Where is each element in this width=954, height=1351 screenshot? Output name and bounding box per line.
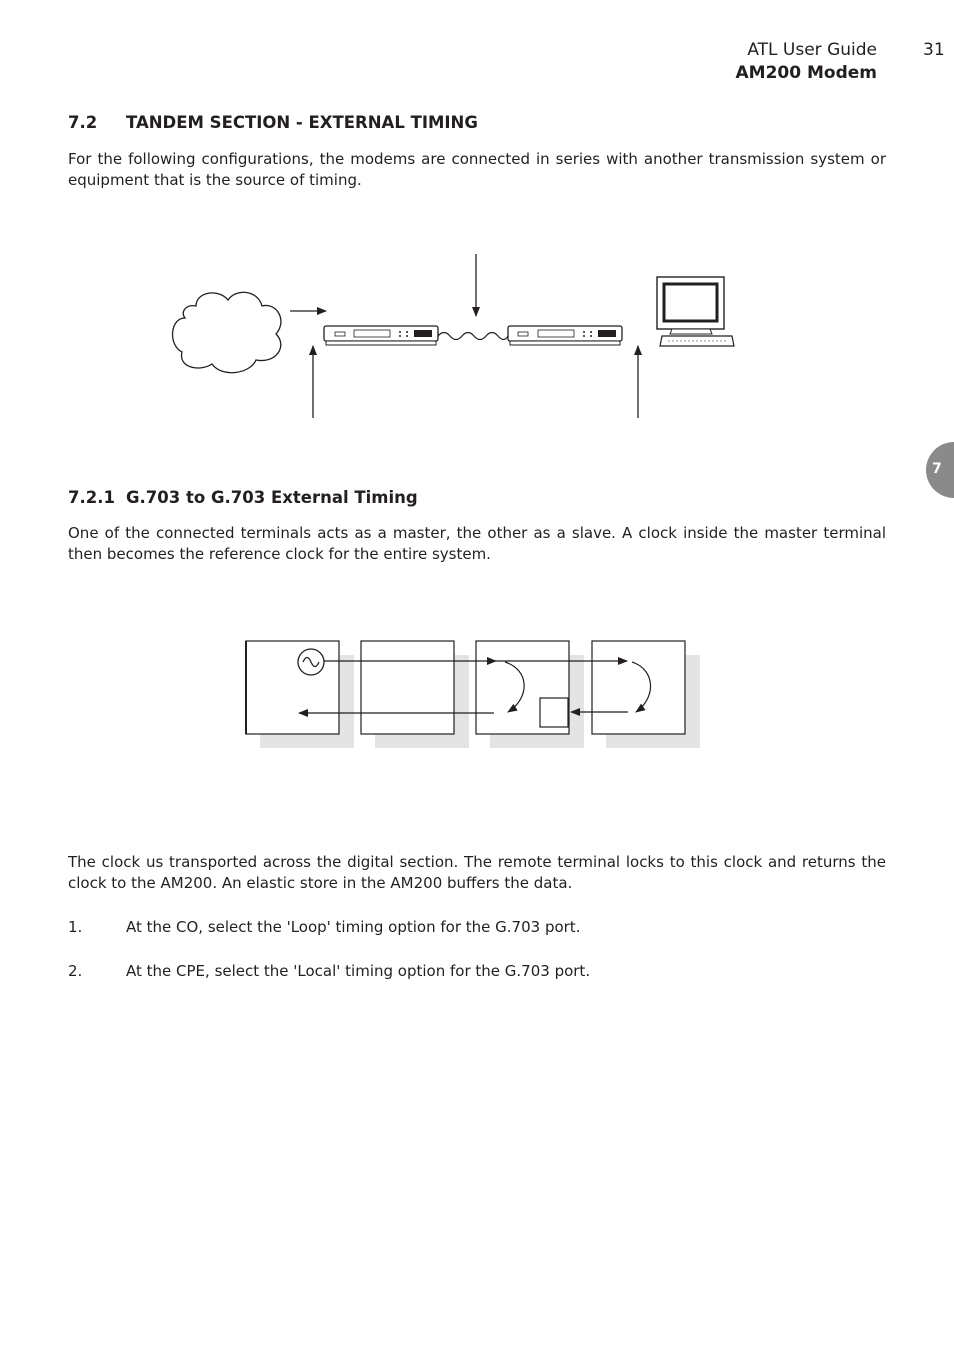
chapter-tab <box>926 442 954 498</box>
subsection-text: One of the connected terminals acts as a master, the other as a slave. A clock inside the master terminal then becomes the reference clock for the entire system. <box>68 524 886 563</box>
network-cloud-icon <box>173 292 281 372</box>
chapter-tab-number: 7 <box>932 461 942 477</box>
subsection-title: G.703 to G.703 External Timing <box>126 488 418 507</box>
computer-terminal-icon <box>657 277 734 346</box>
page-number: 31 <box>923 40 945 60</box>
section-intro: For the following configurations, the modems are connected in series with another transmission system or equipment that is the source of timing. <box>68 150 886 189</box>
block-transmission <box>361 641 454 734</box>
modem-device-2 <box>508 326 622 345</box>
subsection-number: 7.2.1 <box>68 488 115 507</box>
section-title: TANDEM SECTION - EXTERNAL TIMING <box>126 113 478 132</box>
elastic-store-box <box>540 698 568 727</box>
step-2-number: 2. <box>68 962 83 980</box>
header-guide-title: ATL User Guide <box>747 40 877 60</box>
block-am200-co <box>476 641 569 734</box>
step-1-number: 1. <box>68 918 83 936</box>
clock-oscillator-icon <box>298 649 324 675</box>
block-am200-cpe <box>592 641 685 734</box>
header-model-name: AM200 Modem <box>735 63 877 83</box>
modem-device-1 <box>324 326 438 345</box>
block-master-terminal <box>246 641 339 734</box>
section-number: 7.2 <box>68 113 98 132</box>
body-paragraph: The clock us transported across the digital section. The remote terminal locks to this clock and returns the clock to the AM200. An elastic store in the AM200 buffers the data. <box>68 853 886 892</box>
step-1-text: At the CO, select the 'Loop' timing option for the G.703 port. <box>126 918 581 936</box>
step-2-text: At the CPE, select the 'Local' timing option for the G.703 port. <box>126 962 591 980</box>
